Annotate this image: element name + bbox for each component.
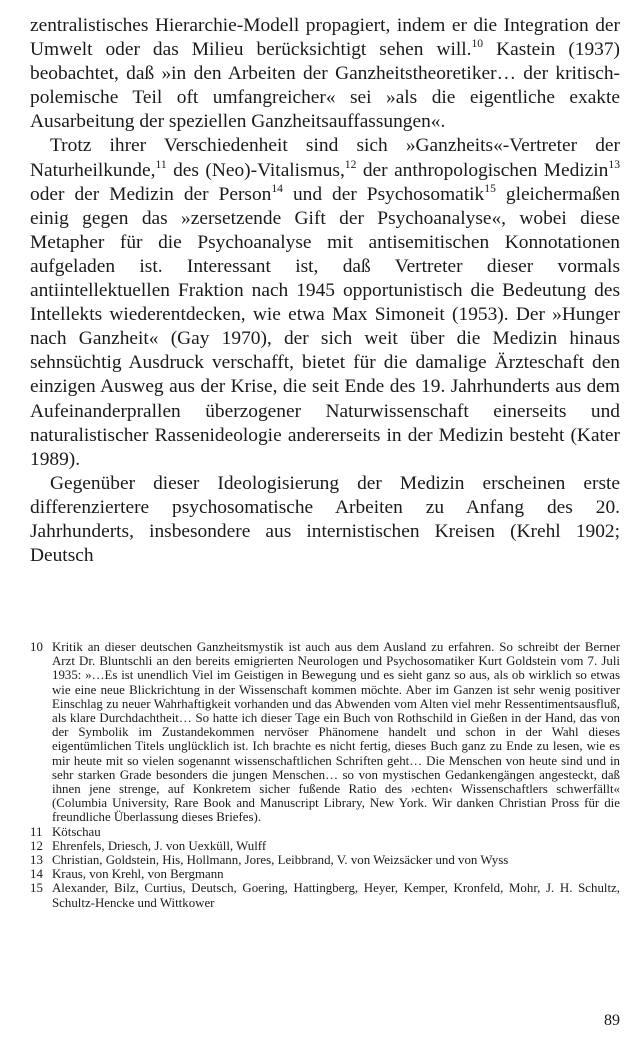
footnote-number: 12: [30, 838, 43, 853]
paragraph-text: Trotz ihrer Verschiedenheit sind sich »Ganzheits«-Vertreter der Naturheilkunde,: [30, 135, 620, 181]
paragraph-text: und der Psychosomatik: [282, 183, 485, 205]
paragraph-text: der anthropologischen Medizin: [356, 159, 609, 181]
footnote: [30, 853, 620, 867]
footnote-reference: 15: [484, 181, 496, 195]
footnote-text: Ehrenfels, Driesch, J. von Uexküll, Wulff: [52, 838, 267, 853]
footnote-reference: 12: [344, 157, 357, 171]
paragraph-text: gleichermaßen einig gegen das »zersetzende Gift der Psychoanalyse«, wobei diese Metapher für die Psychoanalyse mit antisemitischen Konnotationen aufgeladen ist. Interessant ist, daß Vertreter dieser vormals antiintellektuellen Fraktion nach 1945 opportunistisch die Bedeutung des Intellekts wiederentdecken, wie etwa Max Simoneit (1953). Der »Hunger nach Ganzheit« (Gay 1970), der sich weit über die Medizin hinaus sehnsüchtig Ausdruck verschafft, bietet für die damalige Ärzteschaft den einzigen Ausweg aus der Krise, die seit Ende des 19. Jahrhunderts aus dem Aufeinanderprallen überzogener Naturwissenschaft einerseits und naturalistischer Rassenideologie andererseits in der Medizin besteht (Kater 1989).: [30, 183, 620, 470]
paragraph-text: zentralistisches Hierarchie-Modell propagiert, indem er die Integration der Umwelt oder das Milieu berücksichtigt sehen will.: [30, 15, 620, 61]
footnotes: [30, 640, 620, 910]
footnote-number: 15: [30, 881, 43, 896]
footnote: [30, 867, 620, 881]
paragraph-text: des (Neo)-Vitalismus,: [166, 159, 345, 181]
footnote-reference: 11: [155, 157, 167, 171]
footnote-text: Kraus, von Krehl, von Bergmann: [52, 867, 224, 882]
footnote-number: 11: [30, 824, 43, 839]
page-number: 89: [604, 1012, 620, 1029]
footnote-text: Kritik an dieser deutschen Ganzheitsmystik ist auch aus dem Ausland zu erfahren. So schreibt der Berner Arzt Dr. Bluntschli an den bereits emigrierten Neurologen und Psychosomatiker Kurt Goldstein vom 7. Juli 1935: »…Es ist unendlich Viel im Geistigen in Bewegung und es sieht ganz so aus, als ob wirklich so etwas wie eine neue Blickrichtung in der Wissenschaft kommen möchte. Aber im Ganzen ist sehr wenig positiver Einschlag zu neuer Wahrhaftigkeit vorhanden und das Abwenden vom Alten viel mehr Ressentimentsausfluß, als klare Durchdachtheit… So hatte ich dieser Tage ein Buch von Rothschild in Gießen in der Hand, das von der Symbolik im Zustandekommen nervöser Phänomene handelt und schon in der Wahl dieses eigentümlichen Titels unglücklich ist. Ich brachte es nicht fertig, dieses Buch ganz zu Ende zu lesen, wie es mir heute mit so vielen sogenannt wissenschaftlichen Schriften geht… Die Menschen von heute sind und in sehr starken Grade besonders die jungen Menschen… so von mystischen Gedankengängen angesteckt, daß ihnen jene strenge, auf Konkretem sicher fußende Ratio des ›echten‹ Wissenschaftlers schwerfällt« (Columbia University, Rare Book and Manuscript Library, New York. Wir danken Christian Pross für die freundliche Überlassung dieses Briefes).: [52, 640, 620, 825]
footnote-text: Kötschau: [52, 824, 101, 839]
body-paragraph: [30, 134, 620, 471]
footnote-number: 10: [30, 640, 43, 654]
body-paragraph: [30, 14, 620, 134]
paragraph-text: Gegenüber dieser Ideologisierung der Medizin erscheinen erste differenziertere psychosomatische Arbeiten zu Anfang des 20. Jahrhunderts, insbesondere aus internistischen Kreisen (Krehl 1902; Deutsch: [30, 472, 620, 567]
paragraph-text: oder der Medizin der Person: [30, 183, 272, 205]
footnote-text: Christian, Goldstein, His, Hollmann, Jores, Leibbrand, V. von Weizsäcker und von Wyss: [52, 853, 509, 868]
footnote: [30, 839, 620, 853]
paragraph-text: Kastein (1937) beobachtet, daß »in den Arbeiten der Ganzheitstheoretiker… der kritisch-polemische Teil oft umfangreicher« sei »als die eigentliche exakte Ausarbeitung der speziellen Ganzheitsauffassungen«.: [30, 39, 621, 133]
main-text: [30, 14, 620, 568]
footnote-reference: 14: [271, 181, 283, 195]
footnote: [30, 825, 620, 839]
footnote: [30, 640, 620, 825]
footnote-number: 13: [30, 853, 43, 868]
footnote-number: 14: [30, 867, 43, 882]
footnote-reference: 10: [471, 36, 484, 50]
footnote-reference: 13: [608, 157, 620, 171]
footnote-text: Alexander, Bilz, Curtius, Deutsch, Goering, Hattingberg, Heyer, Kemper, Kronfeld, Mohr, J. H. Schultz, Schultz-Hencke und Wittkower: [52, 881, 620, 910]
footnote: [30, 881, 620, 909]
body-paragraph: [30, 472, 620, 568]
